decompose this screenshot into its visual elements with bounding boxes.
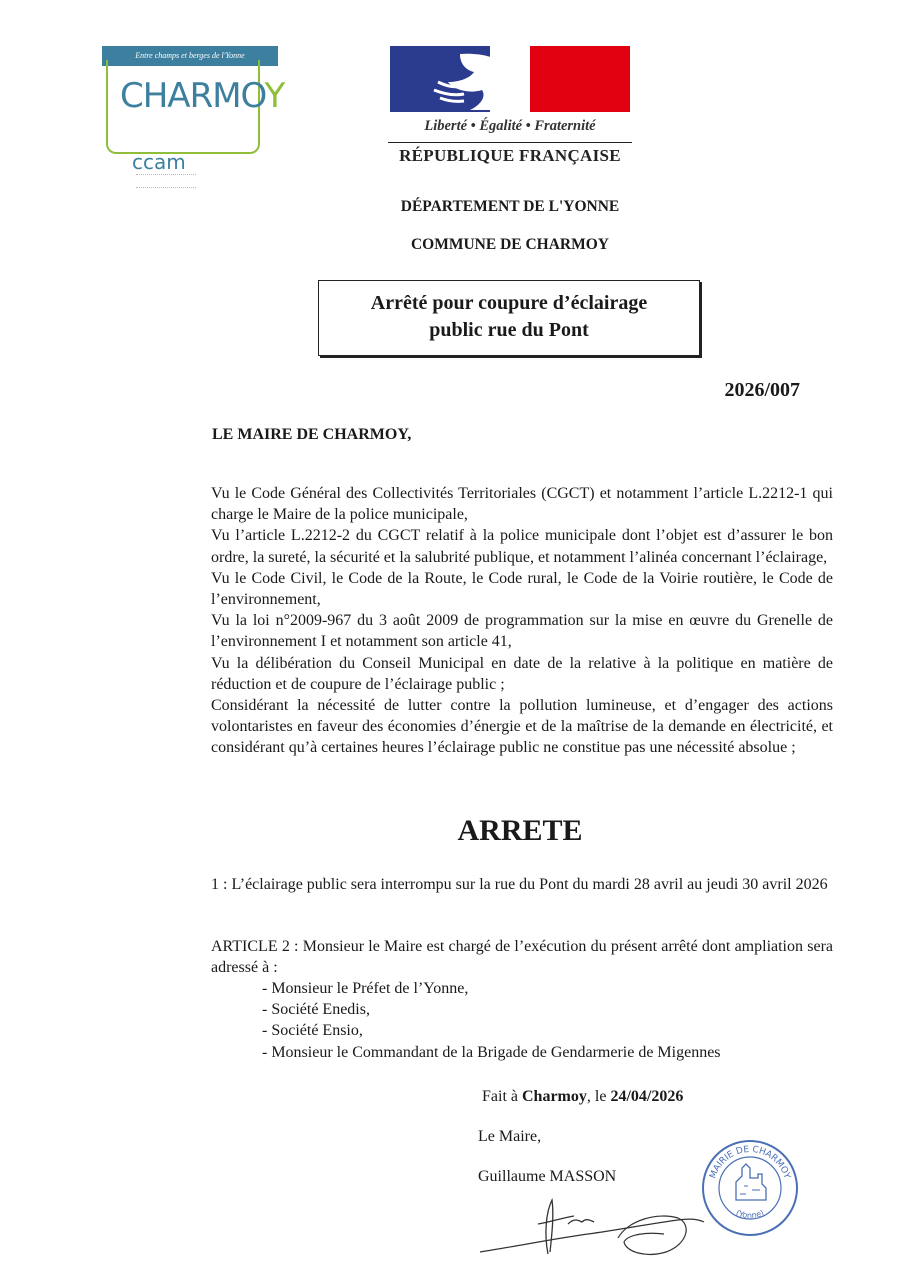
considerant-item: Considérant la nécessité de lutter contre la pollution lumineuse, et d’engager des actions volontaristes en faveur des économies d’énergie et de la maîtrise de la demande en électricité, et considérant qu’à certaines heures l’éclairage public ne constitue pas une nécessité absolue ; xyxy=(211,697,833,757)
republic-name: RÉPUBLIQUE FRANÇAISE xyxy=(388,142,632,166)
recipient-item: - Monsieur le Préfet de l’Yonne, xyxy=(262,980,469,997)
marianne-flag-icon xyxy=(390,46,630,112)
considerant-item: Vu l’article L.2212-2 du CGCT relatif à la police municipale dont l’objet est d’assurer le bon ordre, la sureté, la sécurité et la salubrité publique, et notamment l’alinéa concernant l’éclairage, xyxy=(211,527,833,566)
recipient-item: - Société Enedis, xyxy=(262,1001,370,1019)
decree-reference-number: 2026/007 xyxy=(724,379,800,401)
signatory-role: Le Maire, xyxy=(478,1128,542,1145)
considerants-list xyxy=(211,483,833,759)
republic-devise: Liberté • Égalité • Fraternité xyxy=(424,118,596,134)
recipient-item: - Monsieur le Commandant de la Brigade de Gendarmerie de Migennes xyxy=(262,1043,721,1061)
department-heading: DÉPARTEMENT DE L'YONNE xyxy=(400,198,620,215)
decree-title-line-1: Arrêté pour coupure d’éclairage xyxy=(370,292,648,314)
considerant-item: Vu la délibération du Conseil Municipal en date de la relative à la politique en matière de réduction et de coupure de l’éclairage public ; xyxy=(211,654,833,693)
svg-text:MAIRIE DE CHARMOY: MAIRIE DE CHARMOY xyxy=(708,1144,792,1181)
mayor-signature-icon xyxy=(478,1194,708,1260)
signatory-name: Guillaume MASSON xyxy=(478,1168,617,1185)
mairie-stamp-icon xyxy=(700,1138,800,1238)
mayor-heading: LE MAIRE DE CHARMOY, xyxy=(212,426,412,443)
marianne-logo xyxy=(388,46,632,164)
logo-wordmark: CHARMOY xyxy=(120,76,285,116)
decree-title-box xyxy=(318,280,700,356)
signed-place-date: Fait à Charmoy, le 24/04/2026 xyxy=(482,1088,684,1105)
commune-heading: COMMUNE DE CHARMOY xyxy=(410,236,610,253)
considerant-item: Vu le Code Civil, le Code de la Route, le Code rural, le Code de la Voirie routière, le Code de l’environnement, xyxy=(211,569,833,609)
article-1: 1 : L’éclairage public sera interrompu sur la rue du Pont du mardi 28 avril au jeudi 30 avril 2026 xyxy=(211,876,828,893)
considerant-item: Vu le Code Général des Collectivités Territoriales (CGCT) et notamment l’article L.2212-1 qui charge le Maire de la police municipale, xyxy=(211,485,833,524)
decree-title-line-2: public rue du Pont xyxy=(429,319,589,341)
recipients-list xyxy=(262,978,721,1063)
logo-tagline: Entre champs et berges de l'Yonne xyxy=(102,46,278,66)
logo-fine-print xyxy=(136,174,196,188)
signed-place: Charmoy xyxy=(522,1088,587,1105)
charmoy-logo xyxy=(102,46,285,196)
article-2: ARTICLE 2 : Monsieur le Maire est chargé de l’exécution du présent arrêté dont ampliation sera adressé à : xyxy=(211,938,833,977)
decision-heading: ARRETE xyxy=(457,814,583,847)
signed-date: 24/04/2026 xyxy=(610,1088,684,1105)
considerant-item: Vu la loi n°2009-967 du 3 août 2009 de programmation sur la mise en œuvre du Grenelle de l’environnement I et notamment son article 41, xyxy=(211,612,833,651)
logo-ccam: ccam xyxy=(132,150,186,174)
svg-text:(Yonne): (Yonne) xyxy=(734,1208,766,1221)
recipient-item: - Société Ensio, xyxy=(262,1022,363,1040)
